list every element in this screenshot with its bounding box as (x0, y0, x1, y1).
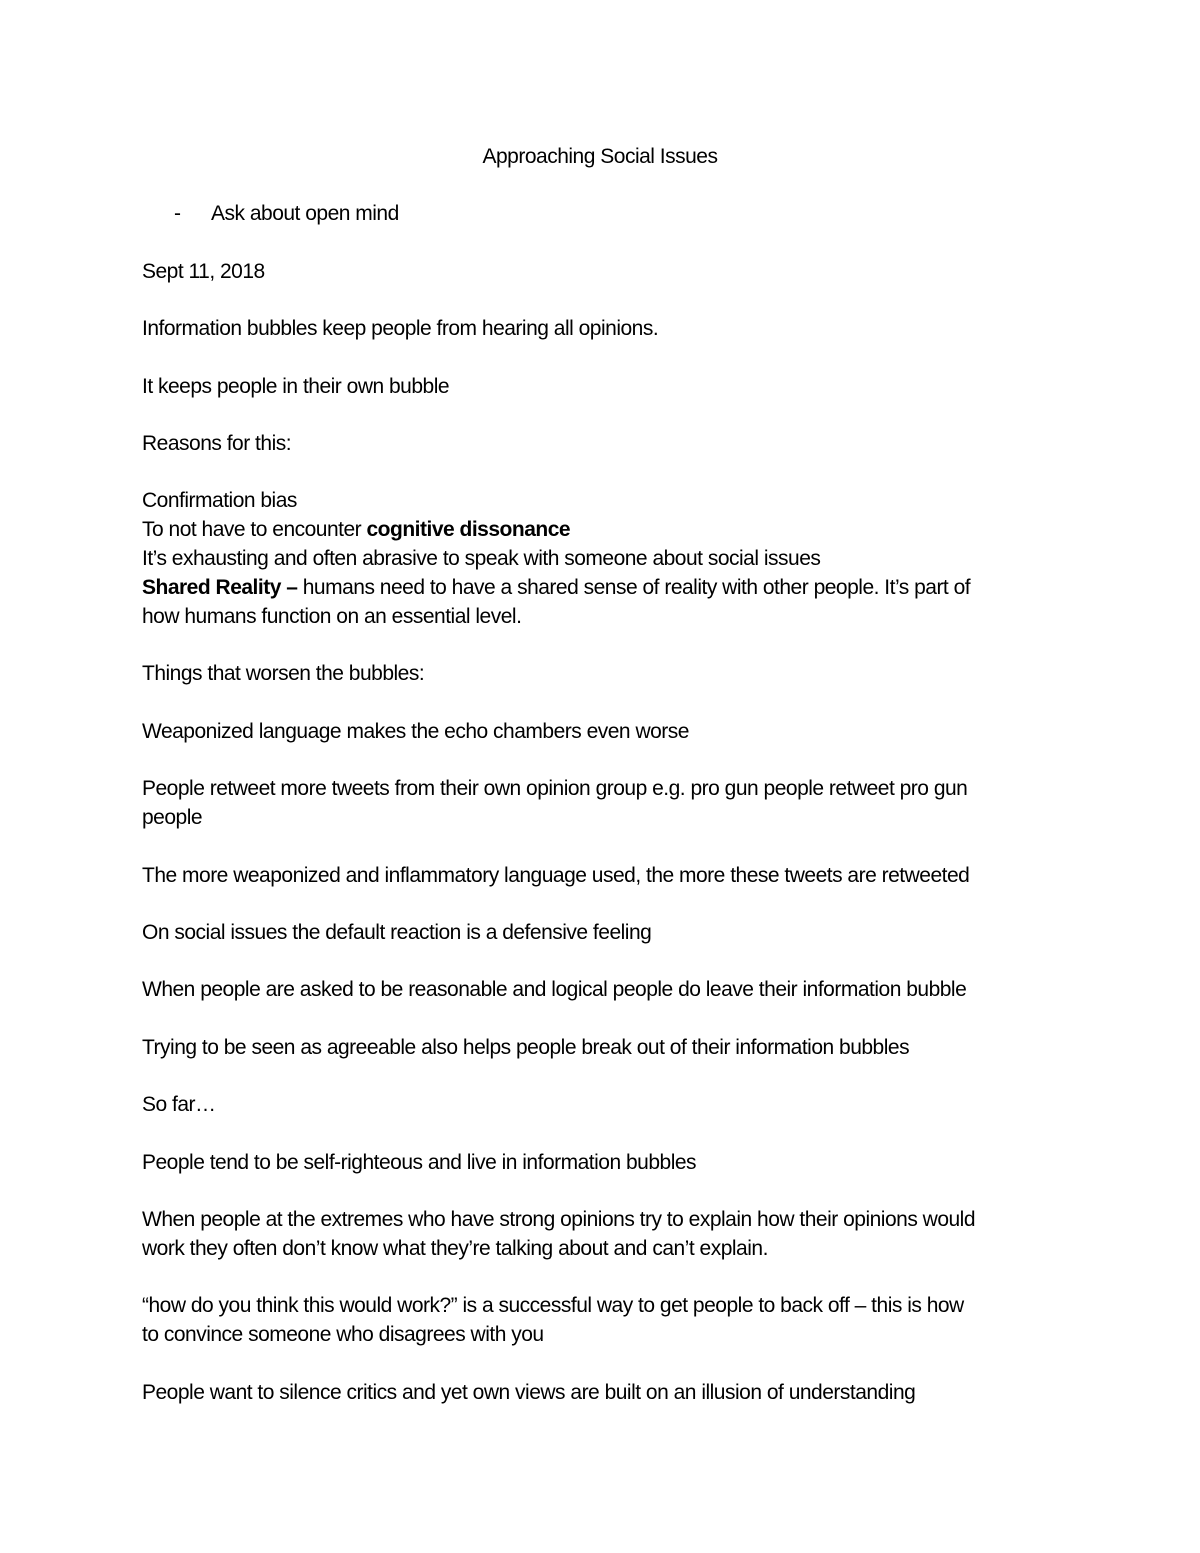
paragraph-extremes-line2: work they often don’t know what they’re talking about and can’t explain. (142, 1237, 768, 1260)
paragraph-defensive: On social issues the default reaction is a defensive feeling (142, 921, 652, 944)
paragraph-inflammatory: The more weaponized and inflammatory language used, the more these tweets are retweeted (142, 864, 970, 887)
paragraph-own-bubble: It keeps people in their own bubble (142, 375, 450, 398)
shared-reality-rest: humans need to have a shared sense of reality with other people. It’s part of (297, 576, 971, 599)
paragraph-agreeable: Trying to be seen as agreeable also helps people break out of their information bubbles (142, 1036, 910, 1059)
paragraph-how-work-line1: “how do you think this would work?” is a successful way to get people to back off – this is how (142, 1294, 964, 1317)
paragraph-how-work-line2: to convince someone who disagrees with you (142, 1323, 544, 1346)
paragraph-info-bubbles: Information bubbles keep people from hearing all opinions. (142, 317, 659, 340)
dissonance-prefix: To not have to encounter (142, 518, 367, 541)
paragraph-silence-critics: People want to silence critics and yet own views are built on an illusion of understanding (142, 1381, 916, 1404)
date-line: Sept 11, 2018 (142, 260, 265, 283)
bullet-marker: - (174, 202, 181, 225)
paragraph-retweet-line1: People retweet more tweets from their own opinion group e.g. pro gun people retweet pro gun (142, 777, 968, 800)
paragraph-cognitive-dissonance (142, 515, 1072, 544)
paragraph-reasonable: When people are asked to be reasonable and logical people do leave their information bubble (142, 978, 967, 1001)
paragraph-extremes-line1: When people at the extremes who have strong opinions try to explain how their opinions would (142, 1208, 976, 1231)
paragraph-exhausting: It’s exhausting and often abrasive to speak with someone about social issues (142, 547, 821, 570)
paragraph-retweet-line2: people (142, 806, 203, 829)
paragraph-so-far: So far… (142, 1093, 216, 1116)
paragraph-self-righteous: People tend to be self-righteous and live in information bubbles (142, 1151, 697, 1174)
paragraph-worsen: Things that worsen the bubbles: (142, 662, 425, 685)
paragraph-confirmation-bias: Confirmation bias (142, 489, 297, 512)
document-title: Approaching Social Issues (482, 145, 718, 168)
paragraph-weaponized: Weaponized language makes the echo chambers even worse (142, 720, 689, 743)
dissonance-term: cognitive dissonance (366, 518, 571, 541)
paragraph-shared-reality-line1 (142, 573, 1072, 602)
paragraph-reasons: Reasons for this: (142, 432, 292, 455)
paragraph-shared-reality-line2: how humans function on an essential level. (142, 605, 522, 628)
shared-reality-term: Shared Reality – (142, 576, 298, 599)
bullet-text: Ask about open mind (211, 202, 399, 225)
